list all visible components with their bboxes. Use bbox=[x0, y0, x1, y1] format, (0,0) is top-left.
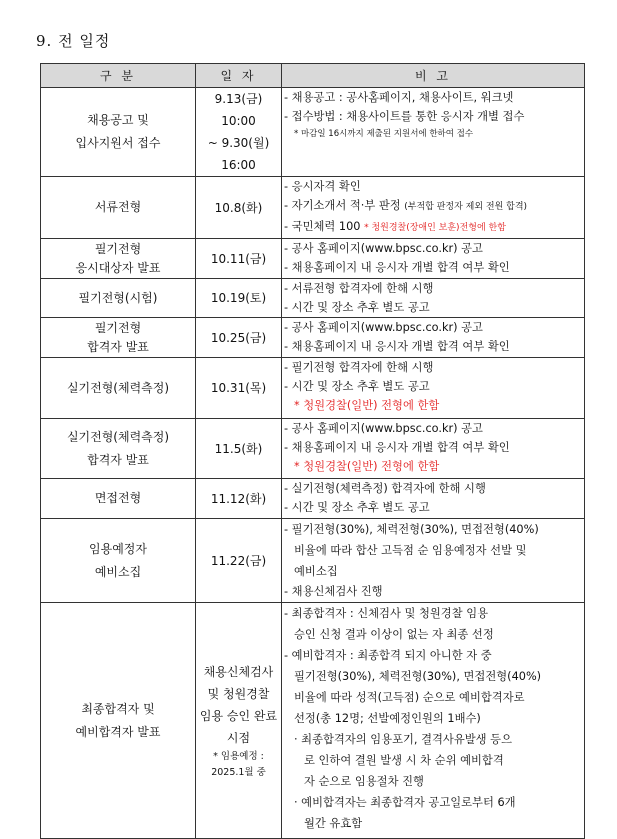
col-header-category: 구 분 bbox=[41, 64, 196, 88]
date-cell: 11.22(금) bbox=[196, 519, 282, 603]
table-row bbox=[41, 88, 585, 177]
table-row bbox=[41, 358, 585, 419]
remark-red-note: * 청원경찰(장애인 보훈)전형에 한함 bbox=[364, 223, 506, 233]
remark-red-note: * 청원경찰(일반) 전형에 한함 bbox=[294, 460, 440, 473]
category-cell: 실기전형(체력측정) 합격자 발표 bbox=[41, 419, 196, 479]
table-row bbox=[41, 603, 585, 839]
category-cell: 면접전형 bbox=[41, 479, 196, 519]
remark-small-note: (부적합 판정자 제외 전원 합격) bbox=[404, 202, 528, 212]
date-cell: 11.5(화) bbox=[196, 419, 282, 479]
date-cell: 9.13(금) 10:00 ~ 9.30(월) 16:00 bbox=[196, 88, 282, 177]
category-cell: 필기전형(시험) bbox=[41, 279, 196, 318]
table-row bbox=[41, 318, 585, 358]
col-header-remarks: 비 고 bbox=[282, 64, 585, 88]
remarks-cell: - 공사 홈페이지(www.bpsc.co.kr) 공고 - 채용홈페이지 내 응시자 개별 합격 여부 확인 bbox=[282, 239, 585, 279]
table-row bbox=[41, 177, 585, 239]
category-cell: 채용공고 및 입사지원서 접수 bbox=[41, 88, 196, 177]
category-cell: 임용예정자 예비소집 bbox=[41, 519, 196, 603]
date-cell: 10.19(토) bbox=[196, 279, 282, 318]
remark-note: * 마감일 16시까지 제출된 지원서에 한하여 접수 bbox=[294, 129, 474, 139]
category-cell: 필기전형 합격자 발표 bbox=[41, 318, 196, 358]
date-cell: 10.25(금) bbox=[196, 318, 282, 358]
table-header-row bbox=[41, 64, 585, 88]
date-cell: 10.11(금) bbox=[196, 239, 282, 279]
schedule-table bbox=[40, 63, 585, 839]
date-note: * 임용예정 : bbox=[213, 750, 264, 762]
section-heading: 9. 전 일정 bbox=[36, 32, 111, 50]
remarks-cell: - 실기전형(체력측정) 합격자에 한해 시행 - 시간 및 장소 추후 별도 공고 bbox=[282, 479, 585, 519]
remarks-cell: - 서류전형 합격자에 한해 시행 - 시간 및 장소 추후 별도 공고 bbox=[282, 279, 585, 318]
col-header-date: 일 자 bbox=[196, 64, 282, 88]
category-cell: 필기전형 응시대상자 발표 bbox=[41, 239, 196, 279]
remarks-cell: - 필기전형(30%), 체력전형(30%), 면접전형(40%) 비율에 따라 합산 고득점 순 임용예정자 선발 및 예비소집 - 채용신체검사 진행 bbox=[282, 519, 585, 603]
table-row bbox=[41, 519, 585, 603]
remarks-cell: - 공사 홈페이지(www.bpsc.co.kr) 공고 - 채용홈페이지 내 응시자 개별 합격 여부 확인 bbox=[282, 318, 585, 358]
remarks-cell: - 응시자격 확인 - 자기소개서 적·부 판정 (부적합 판정자 제외 전원 합격) - 국민체력 100 * 청원경찰(장애인 보훈)전형에 한함 bbox=[282, 177, 585, 239]
category-cell: 최종합격자 및 예비합격자 발표 bbox=[41, 603, 196, 839]
date-cell: 10.31(목) bbox=[196, 358, 282, 419]
date-cell: 채용신체검사 및 청원경찰 임용 승인 완료 시점 * 임용예정 : 2025.1월 중 bbox=[196, 603, 282, 839]
remarks-cell: - 필기전형 합격자에 한해 시행 - 시간 및 장소 추후 별도 공고 * 청원경찰(일반) 전형에 한함 bbox=[282, 358, 585, 419]
remarks-cell: - 채용공고 : 공사홈페이지, 채용사이트, 워크넷 - 접수방법 : 채용사이트를 통한 응시자 개별 접수 * 마감일 16시까지 제출된 지원서에 한하여 접수 bbox=[282, 88, 585, 177]
remarks-cell: - 공사 홈페이지(www.bpsc.co.kr) 공고 - 채용홈페이지 내 응시자 개별 합격 여부 확인 * 청원경찰(일반) 전형에 한함 bbox=[282, 419, 585, 479]
remark-red-note: * 청원경찰(일반) 전형에 한함 bbox=[294, 399, 440, 412]
date-cell: 11.12(화) bbox=[196, 479, 282, 519]
table-row bbox=[41, 419, 585, 479]
category-cell: 서류전형 bbox=[41, 177, 196, 239]
date-cell: 10.8(화) bbox=[196, 177, 282, 239]
table-row bbox=[41, 479, 585, 519]
remarks-cell: - 최종합격자 : 신체검사 및 청원경찰 임용 승인 신청 결과 이상이 없는 자 최종 선정 - 예비합격자 : 최종합격 되지 아니한 자 중 필기전형(30%), 체력전형(30%), 면접전형(40%) 비율에 따라 성적(고득점) 순으로 예비합격자로 선정(총 12명; 선발예정인원의 1배수) · 최종합격자의 임용포기, 결격사유발생 등으 로 인하여 결원 발생 시 차 순위 예비합격 자 순으로 임용절차 진행 · 예비합격자는 최종합격자 공고일로부터 6개 월간 유효함 bbox=[282, 603, 585, 839]
table-row bbox=[41, 239, 585, 279]
table-row bbox=[41, 279, 585, 318]
category-cell: 실기전형(체력측정) bbox=[41, 358, 196, 419]
date-note: 2025.1월 중 bbox=[211, 766, 266, 778]
